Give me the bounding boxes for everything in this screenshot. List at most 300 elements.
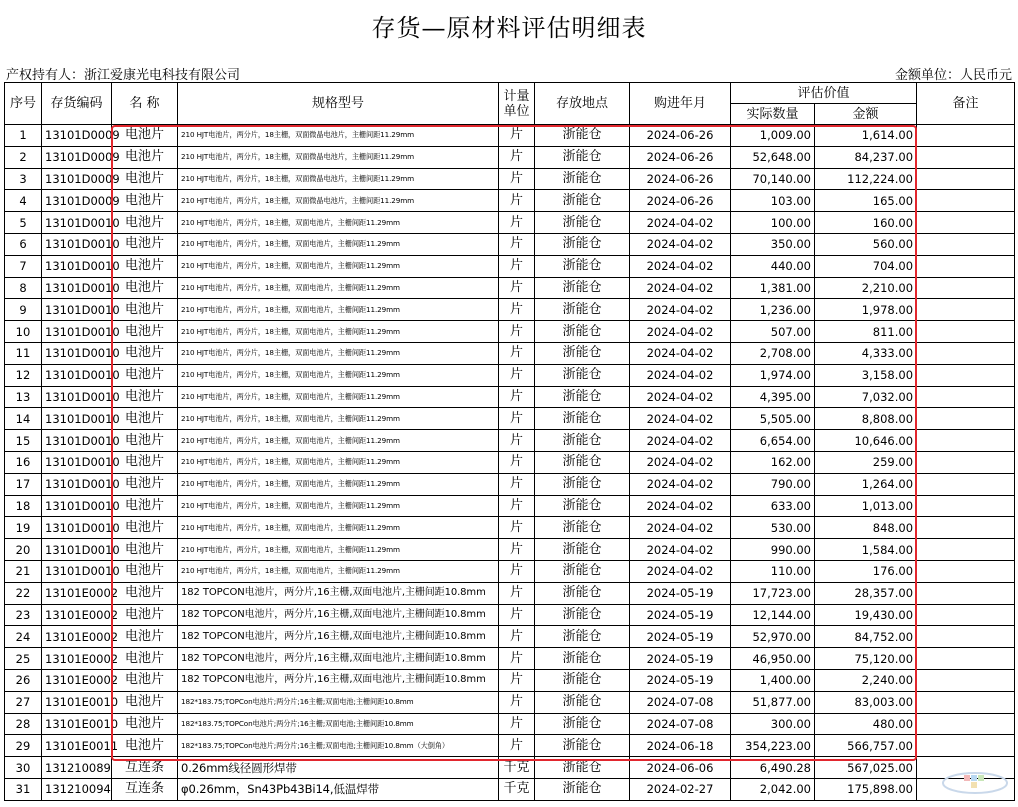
cell-qty: 530.00 — [731, 517, 815, 539]
cell-remark — [917, 408, 1015, 430]
cell-amount: 567,025.00 — [815, 757, 917, 779]
cell-seq: 5 — [5, 212, 42, 234]
table-row — [5, 321, 1015, 343]
cell-location: 浙能仓 — [535, 451, 630, 473]
cell-name: 互连条 — [112, 757, 178, 779]
cell-code: 13101E0002 — [42, 669, 112, 691]
cell-code: 13101E0010 — [42, 691, 112, 713]
cell-qty: 1,381.00 — [731, 277, 815, 299]
cell-name: 电池片 — [112, 517, 178, 539]
table-row — [5, 299, 1015, 321]
cell-unit: 片 — [499, 125, 535, 147]
cell-date: 2024-04-02 — [630, 255, 731, 277]
currency-unit-label: 金额单位：人民币元 — [894, 68, 1012, 83]
cell-date: 2024-06-18 — [630, 735, 731, 757]
cell-qty: 1,009.00 — [731, 125, 815, 147]
cell-unit: 片 — [499, 233, 535, 255]
cell-unit: 片 — [499, 212, 535, 234]
cell-remark — [917, 277, 1015, 299]
cell-location: 浙能仓 — [535, 430, 630, 452]
cell-unit: 片 — [499, 560, 535, 582]
header-unit: 计量单位 — [499, 83, 535, 125]
cell-amount: 8,808.00 — [815, 408, 917, 430]
table-row — [5, 626, 1015, 648]
cell-location: 浙能仓 — [535, 691, 630, 713]
cell-name: 电池片 — [112, 299, 178, 321]
cell-amount: 566,757.00 — [815, 735, 917, 757]
cell-code: 13101D0010 — [42, 255, 112, 277]
cell-amount: 1,584.00 — [815, 539, 917, 561]
table-row — [5, 517, 1015, 539]
cell-date: 2024-04-02 — [630, 430, 731, 452]
cell-remark — [917, 342, 1015, 364]
cell-seq: 6 — [5, 233, 42, 255]
cell-date: 2024-06-26 — [630, 190, 731, 212]
cell-spec: 182*183.75;TOPCon电池片;两分片;16主栅;双面电池;主栅间距10.8mm — [178, 691, 499, 713]
table-row — [5, 168, 1015, 190]
cell-name: 电池片 — [112, 495, 178, 517]
cell-qty: 507.00 — [731, 321, 815, 343]
cell-unit: 片 — [499, 342, 535, 364]
cell-name: 电池片 — [112, 648, 178, 670]
cell-name: 互连条 — [112, 778, 178, 800]
cell-qty: 1,400.00 — [731, 669, 815, 691]
cell-seq: 26 — [5, 669, 42, 691]
cell-location: 浙能仓 — [535, 212, 630, 234]
cell-seq: 29 — [5, 735, 42, 757]
cell-location: 浙能仓 — [535, 342, 630, 364]
cell-unit: 片 — [499, 735, 535, 757]
cell-spec: 182*183.75;TOPCon电池片;两分片;16主栅;双面电池;主栅间距10.8mm（大倒角） — [178, 735, 499, 757]
table-row — [5, 691, 1015, 713]
table-row — [5, 451, 1015, 473]
cell-unit: 片 — [499, 430, 535, 452]
cell-name: 电池片 — [112, 604, 178, 626]
cell-location: 浙能仓 — [535, 473, 630, 495]
cell-spec: 210 HJT电池片，两分片，18主栅，双面电池片，主栅间距11.29mm — [178, 386, 499, 408]
cell-qty: 350.00 — [731, 233, 815, 255]
cell-remark — [917, 233, 1015, 255]
cell-spec: 210 HJT电池片，两分片，18主栅，双面电池片，主栅间距11.29mm — [178, 408, 499, 430]
cell-seq: 3 — [5, 168, 42, 190]
cell-amount: 560.00 — [815, 233, 917, 255]
cell-code: 13101E0002 — [42, 626, 112, 648]
cell-qty: 51,877.00 — [731, 691, 815, 713]
cell-seq: 12 — [5, 364, 42, 386]
cell-date: 2024-05-19 — [630, 669, 731, 691]
cell-name: 电池片 — [112, 364, 178, 386]
cell-name: 电池片 — [112, 408, 178, 430]
cell-qty: 70,140.00 — [731, 168, 815, 190]
cell-amount: 259.00 — [815, 451, 917, 473]
cell-name: 电池片 — [112, 669, 178, 691]
cell-amount: 84,237.00 — [815, 146, 917, 168]
header-seq: 序号 — [5, 83, 42, 125]
cell-amount: 2,210.00 — [815, 277, 917, 299]
cell-date: 2024-04-02 — [630, 277, 731, 299]
cell-location: 浙能仓 — [535, 364, 630, 386]
cell-seq: 9 — [5, 299, 42, 321]
cell-name: 电池片 — [112, 321, 178, 343]
cell-spec: 210 HJT电池片，两分片，18主栅，双面电池片，主栅间距11.29mm — [178, 233, 499, 255]
cell-seq: 21 — [5, 560, 42, 582]
cell-unit: 片 — [499, 626, 535, 648]
table-row — [5, 255, 1015, 277]
cell-date: 2024-04-02 — [630, 212, 731, 234]
cell-code: 13101D0010 — [42, 430, 112, 452]
cell-spec: 182 TOPCON电池片，两分片,16主栅,双面电池片,主栅间距10.8mm — [178, 669, 499, 691]
cell-code: 13101D0010 — [42, 299, 112, 321]
table-row — [5, 473, 1015, 495]
cell-date: 2024-06-26 — [630, 168, 731, 190]
watermark-logo — [940, 763, 1010, 803]
cell-unit: 片 — [499, 190, 535, 212]
cell-code: 13101D0010 — [42, 233, 112, 255]
cell-unit: 片 — [499, 473, 535, 495]
cell-seq: 19 — [5, 517, 42, 539]
cell-spec: 210 HJT电池片，两分片，18主栅，双面电池片，主栅间距11.29mm — [178, 430, 499, 452]
cell-location: 浙能仓 — [535, 408, 630, 430]
cell-name: 电池片 — [112, 473, 178, 495]
cell-date: 2024-04-02 — [630, 364, 731, 386]
cell-spec: 210 HJT电池片，两分片，18主栅，双面电池片，主栅间距11.29mm — [178, 560, 499, 582]
cell-remark — [917, 146, 1015, 168]
cell-code: 13101D0009 — [42, 146, 112, 168]
cell-code: 13101E0010 — [42, 713, 112, 735]
cell-amount: 2,240.00 — [815, 669, 917, 691]
table-header — [5, 83, 1015, 125]
cell-date: 2024-04-02 — [630, 539, 731, 561]
cell-amount: 19,430.00 — [815, 604, 917, 626]
cell-spec: 210 HJT电池片，两分片，18主栅，双面电池片，主栅间距11.29mm — [178, 277, 499, 299]
cell-amount: 1,013.00 — [815, 495, 917, 517]
cell-code: 13101D0010 — [42, 212, 112, 234]
cell-amount: 811.00 — [815, 321, 917, 343]
cell-qty: 6,654.00 — [731, 430, 815, 452]
cell-spec: 210 HJT电池片，两分片，18主栅，双面电池片，主栅间距11.29mm — [178, 255, 499, 277]
cell-spec: 182*183.75;TOPCon电池片;两分片;16主栅;双面电池;主栅间距10.8mm — [178, 713, 499, 735]
header-remark: 备注 — [917, 83, 1015, 125]
cell-seq: 14 — [5, 408, 42, 430]
cell-unit: 片 — [499, 691, 535, 713]
cell-spec: 182 TOPCON电池片，两分片,16主栅,双面电池片,主栅间距10.8mm — [178, 604, 499, 626]
cell-seq: 31 — [5, 778, 42, 800]
cell-location: 浙能仓 — [535, 539, 630, 561]
cell-location: 浙能仓 — [535, 190, 630, 212]
cell-remark — [917, 125, 1015, 147]
cell-spec: 210 HJT电池片，两分片，18主栅，双面微晶电池片，主栅间距11.29mm — [178, 168, 499, 190]
cell-amount: 175,898.00 — [815, 778, 917, 800]
cell-remark — [917, 212, 1015, 234]
cell-amount: 1,614.00 — [815, 125, 917, 147]
table-row — [5, 735, 1015, 757]
table-row — [5, 560, 1015, 582]
cell-amount: 165.00 — [815, 190, 917, 212]
cell-spec: 210 HJT电池片，两分片，18主栅，双面电池片，主栅间距11.29mm — [178, 517, 499, 539]
cell-spec: 210 HJT电池片，两分片，18主栅，双面电池片，主栅间距11.29mm — [178, 321, 499, 343]
cell-qty: 162.00 — [731, 451, 815, 473]
cell-name: 电池片 — [112, 125, 178, 147]
cell-amount: 75,120.00 — [815, 648, 917, 670]
cell-unit: 片 — [499, 669, 535, 691]
cell-code: 13101D0009 — [42, 190, 112, 212]
cell-seq: 8 — [5, 277, 42, 299]
cell-name: 电池片 — [112, 233, 178, 255]
cell-code: 131210094 — [42, 778, 112, 800]
cell-remark — [917, 648, 1015, 670]
cell-unit: 片 — [499, 713, 535, 735]
cell-seq: 20 — [5, 539, 42, 561]
cell-name: 电池片 — [112, 255, 178, 277]
cell-remark — [917, 713, 1015, 735]
cell-code: 13101D0010 — [42, 342, 112, 364]
cell-seq: 2 — [5, 146, 42, 168]
cell-qty: 52,970.00 — [731, 626, 815, 648]
cell-unit: 片 — [499, 451, 535, 473]
cell-unit: 片 — [499, 517, 535, 539]
cell-code: 13101E0002 — [42, 604, 112, 626]
cell-qty: 52,648.00 — [731, 146, 815, 168]
cell-name: 电池片 — [112, 212, 178, 234]
cell-spec: 210 HJT电池片，两分片，18主栅，双面电池片，主栅间距11.29mm — [178, 212, 499, 234]
table-row — [5, 539, 1015, 561]
table-row — [5, 386, 1015, 408]
table-row — [5, 757, 1015, 779]
cell-name: 电池片 — [112, 691, 178, 713]
cell-remark — [917, 321, 1015, 343]
table-row — [5, 778, 1015, 800]
cell-name: 电池片 — [112, 168, 178, 190]
cell-date: 2024-07-08 — [630, 713, 731, 735]
cell-location: 浙能仓 — [535, 233, 630, 255]
cell-amount: 1,264.00 — [815, 473, 917, 495]
cell-seq: 22 — [5, 582, 42, 604]
cell-qty: 440.00 — [731, 255, 815, 277]
cell-unit: 片 — [499, 277, 535, 299]
header-name: 名 称 — [112, 83, 178, 125]
cell-spec: 210 HJT电池片，两分片，18主栅，双面电池片，主栅间距11.29mm — [178, 299, 499, 321]
table-row — [5, 430, 1015, 452]
cell-qty: 4,395.00 — [731, 386, 815, 408]
cell-qty: 5,505.00 — [731, 408, 815, 430]
cell-unit: 片 — [499, 299, 535, 321]
header-date: 购进年月 — [630, 83, 731, 125]
cell-remark — [917, 517, 1015, 539]
cell-name: 电池片 — [112, 386, 178, 408]
cell-seq: 28 — [5, 713, 42, 735]
cell-remark — [917, 386, 1015, 408]
cell-spec: 210 HJT电池片，两分片，18主栅，双面电池片，主栅间距11.29mm — [178, 342, 499, 364]
cell-date: 2024-04-02 — [630, 299, 731, 321]
cell-remark — [917, 560, 1015, 582]
cell-code: 13101E0002 — [42, 648, 112, 670]
cell-date: 2024-04-02 — [630, 233, 731, 255]
table-row — [5, 713, 1015, 735]
cell-name: 电池片 — [112, 713, 178, 735]
cell-date: 2024-06-06 — [630, 757, 731, 779]
table-row — [5, 146, 1015, 168]
cell-code: 13101D0010 — [42, 560, 112, 582]
cell-amount: 176.00 — [815, 560, 917, 582]
cell-code: 13101D0010 — [42, 539, 112, 561]
cell-date: 2024-05-19 — [630, 604, 731, 626]
header-code: 存货编码 — [42, 83, 112, 125]
table-row — [5, 648, 1015, 670]
cell-location: 浙能仓 — [535, 277, 630, 299]
cell-remark — [917, 451, 1015, 473]
cell-unit: 片 — [499, 495, 535, 517]
cell-date: 2024-06-26 — [630, 125, 731, 147]
table-row — [5, 190, 1015, 212]
cell-location: 浙能仓 — [535, 386, 630, 408]
cell-location: 浙能仓 — [535, 517, 630, 539]
cell-name: 电池片 — [112, 735, 178, 757]
cell-seq: 18 — [5, 495, 42, 517]
cell-name: 电池片 — [112, 451, 178, 473]
cell-location: 浙能仓 — [535, 669, 630, 691]
cell-unit: 千克 — [499, 778, 535, 800]
cell-code: 13101D0010 — [42, 408, 112, 430]
cell-date: 2024-04-02 — [630, 473, 731, 495]
cell-unit: 片 — [499, 168, 535, 190]
cell-unit: 片 — [499, 146, 535, 168]
cell-qty: 354,223.00 — [731, 735, 815, 757]
cell-amount: 160.00 — [815, 212, 917, 234]
cell-remark — [917, 190, 1015, 212]
cell-seq: 25 — [5, 648, 42, 670]
cell-location: 浙能仓 — [535, 321, 630, 343]
cell-remark — [917, 364, 1015, 386]
header-amount: 金额 — [815, 104, 917, 125]
cell-date: 2024-04-02 — [630, 342, 731, 364]
cell-seq: 13 — [5, 386, 42, 408]
cell-qty: 1,236.00 — [731, 299, 815, 321]
cell-date: 2024-04-02 — [630, 560, 731, 582]
cell-amount: 7,032.00 — [815, 386, 917, 408]
cell-amount: 704.00 — [815, 255, 917, 277]
cell-qty: 6,490.28 — [731, 757, 815, 779]
cell-qty: 46,950.00 — [731, 648, 815, 670]
header-location: 存放地点 — [535, 83, 630, 125]
cell-qty: 990.00 — [731, 539, 815, 561]
cell-qty: 103.00 — [731, 190, 815, 212]
table-row — [5, 212, 1015, 234]
cell-date: 2024-04-02 — [630, 451, 731, 473]
cell-spec: 210 HJT电池片，两分片，18主栅，双面微晶电池片，主栅间距11.29mm — [178, 190, 499, 212]
cell-seq: 15 — [5, 430, 42, 452]
cell-name: 电池片 — [112, 582, 178, 604]
cell-amount: 848.00 — [815, 517, 917, 539]
header-qty: 实际数量 — [731, 104, 815, 125]
cell-code: 13101D0010 — [42, 517, 112, 539]
cell-spec: 210 HJT电池片，两分片，18主栅，双面微晶电池片，主栅间距11.29mm — [178, 146, 499, 168]
table-row — [5, 669, 1015, 691]
header-valuation: 评估价值 — [731, 83, 917, 104]
table-body — [5, 125, 1015, 801]
cell-date: 2024-04-02 — [630, 408, 731, 430]
cell-name: 电池片 — [112, 342, 178, 364]
cell-location: 浙能仓 — [535, 560, 630, 582]
cell-code: 13101D0010 — [42, 277, 112, 299]
cell-amount: 3,158.00 — [815, 364, 917, 386]
cell-amount: 10,646.00 — [815, 430, 917, 452]
table-row — [5, 342, 1015, 364]
cell-remark — [917, 691, 1015, 713]
cell-qty: 110.00 — [731, 560, 815, 582]
cell-spec: 210 HJT电池片，两分片，18主栅，双面微晶电池片，主栅间距11.29mm — [178, 125, 499, 147]
cell-spec: 210 HJT电池片，两分片，18主栅，双面电池片，主栅间距11.29mm — [178, 539, 499, 561]
cell-location: 浙能仓 — [535, 495, 630, 517]
cell-date: 2024-07-08 — [630, 691, 731, 713]
cell-name: 电池片 — [112, 539, 178, 561]
cell-location: 浙能仓 — [535, 582, 630, 604]
cell-location: 浙能仓 — [535, 648, 630, 670]
cell-remark — [917, 735, 1015, 757]
cell-date: 2024-05-19 — [630, 582, 731, 604]
cell-remark — [917, 495, 1015, 517]
cell-code: 13101E0011 — [42, 735, 112, 757]
cell-location: 浙能仓 — [535, 255, 630, 277]
table-row — [5, 582, 1015, 604]
cell-qty: 100.00 — [731, 212, 815, 234]
cell-remark — [917, 626, 1015, 648]
cell-location: 浙能仓 — [535, 713, 630, 735]
cell-code: 13101D0009 — [42, 168, 112, 190]
cell-unit: 片 — [499, 364, 535, 386]
cell-seq: 16 — [5, 451, 42, 473]
cell-seq: 27 — [5, 691, 42, 713]
cell-location: 浙能仓 — [535, 778, 630, 800]
owner-label: 产权持有人：浙江爱康光电科技有限公司 — [6, 68, 241, 83]
cell-code: 13101D0010 — [42, 386, 112, 408]
cell-remark — [917, 430, 1015, 452]
cell-remark — [917, 255, 1015, 277]
cell-location: 浙能仓 — [535, 735, 630, 757]
cell-spec: 210 HJT电池片，两分片，18主栅，双面电池片，主栅间距11.29mm — [178, 495, 499, 517]
cell-spec: 182 TOPCON电池片，两分片,16主栅,双面电池片,主栅间距10.8mm — [178, 582, 499, 604]
cell-amount: 1,978.00 — [815, 299, 917, 321]
cell-remark — [917, 473, 1015, 495]
cell-code: 13101D0010 — [42, 495, 112, 517]
cell-spec: 210 HJT电池片，两分片，18主栅，双面电池片，主栅间距11.29mm — [178, 473, 499, 495]
cell-qty: 2,708.00 — [731, 342, 815, 364]
cell-seq: 23 — [5, 604, 42, 626]
cell-qty: 300.00 — [731, 713, 815, 735]
cell-unit: 片 — [499, 539, 535, 561]
cell-spec: φ0.26mm，Sn43Pb43Bi14,低温焊带 — [178, 778, 499, 800]
cell-unit: 千克 — [499, 757, 535, 779]
cell-remark — [917, 168, 1015, 190]
cell-spec: 182 TOPCON电池片，两分片,16主栅,双面电池片,主栅间距10.8mm — [178, 648, 499, 670]
cell-seq: 10 — [5, 321, 42, 343]
cell-location: 浙能仓 — [535, 146, 630, 168]
cell-code: 13101D0010 — [42, 451, 112, 473]
cell-qty: 790.00 — [731, 473, 815, 495]
header-spec: 规格型号 — [178, 83, 499, 125]
table-row — [5, 364, 1015, 386]
cell-date: 2024-04-02 — [630, 386, 731, 408]
inventory-table — [4, 82, 1015, 801]
table-row — [5, 604, 1015, 626]
cell-unit: 片 — [499, 604, 535, 626]
table-row — [5, 125, 1015, 147]
cell-spec: 210 HJT电池片，两分片，18主栅，双面电池片，主栅间距11.29mm — [178, 451, 499, 473]
cell-name: 电池片 — [112, 560, 178, 582]
cell-code: 131210089 — [42, 757, 112, 779]
table-row — [5, 408, 1015, 430]
cell-amount: 28,357.00 — [815, 582, 917, 604]
cell-location: 浙能仓 — [535, 757, 630, 779]
